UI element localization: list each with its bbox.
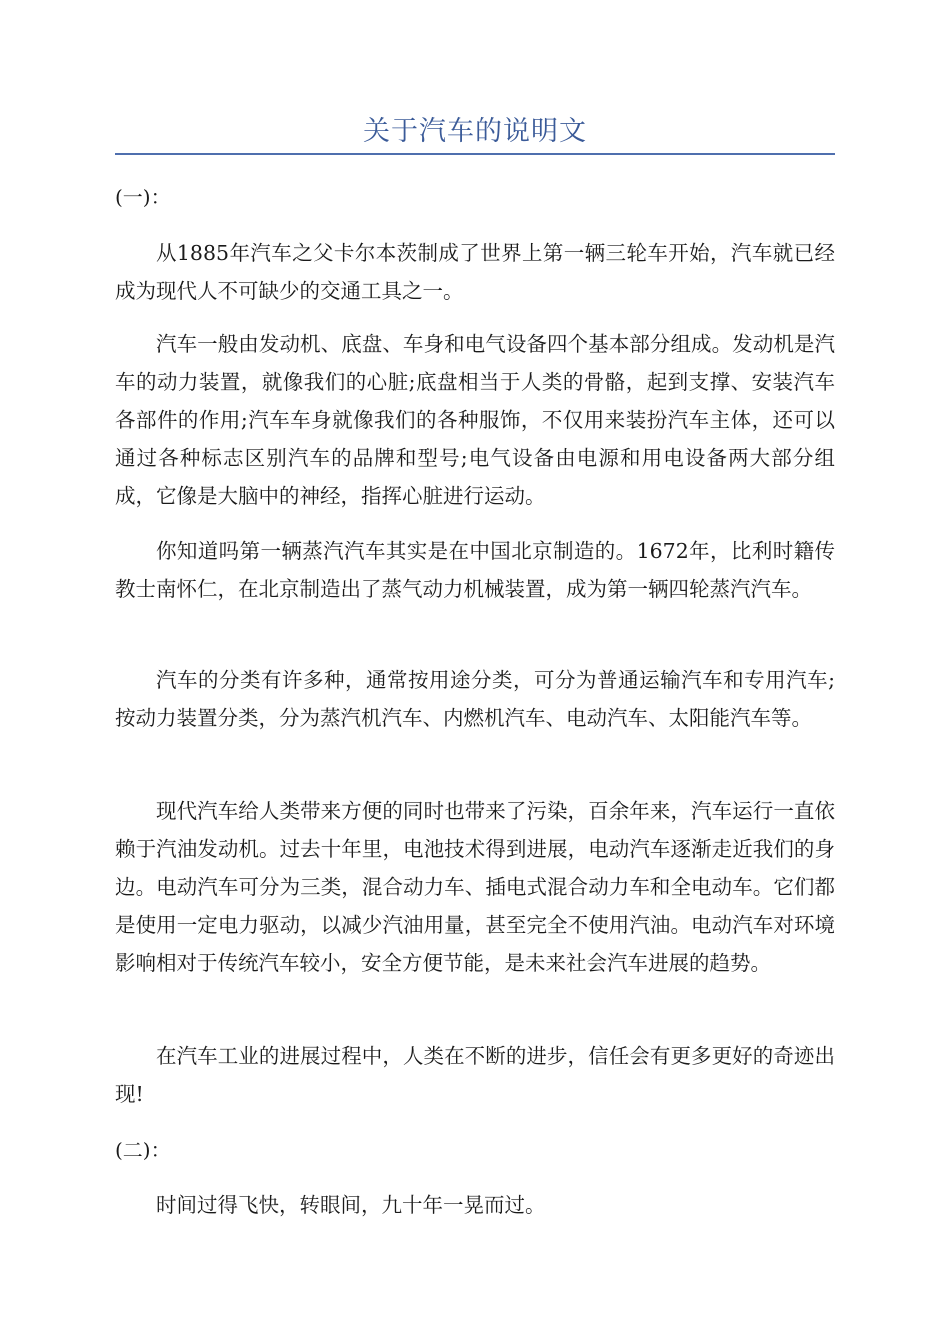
paragraph: 现代汽车给人类带来方便的同时也带来了污染，百余年来，汽车运行一直依赖于汽油发动机。过去十年里，电池技术得到进展，电动汽车逐渐走近我们的身边。电动汽车可分为三类，混合动力车、插电式混合动力车和全电动车。它们都是使用一定电力驱动，以减少汽油用量，甚至完全不使用汽油。电动汽车对环境影响相对于传统汽车较小，安全方便节能，是未来社会汽车进展的趋势。 (115, 799, 835, 975)
paragraph: 汽车一般由发动机、底盘、车身和电气设备四个基本部分组成。发动机是汽车的动力装置，就像我们的心脏;底盘相当于人类的骨骼，起到支撑、安装汽车各部件的作用;汽车车身就像我们的各种服饰，不仅用来装扮汽车主体，还可以通过各种标志区别汽车的品牌和型号;电气设备由电源和用电设备两大部分组成，它像是大脑中的神经，指挥心脏进行运动。 (115, 332, 835, 508)
document-title: 关于汽车的说明文 (363, 116, 587, 147)
title-underline (115, 153, 835, 155)
paragraph: 你知道吗第一辆蒸汽汽车其实是在中国北京制造的。1672年，比利时籍传教士南怀仁，在北京制造出了蒸气动力机械装置，成为第一辆四轮蒸汽汽车。 (115, 539, 835, 601)
paragraph: 时间过得飞快，转眼间，九十年一晃而过。 (156, 1193, 546, 1217)
paragraph: 汽车的分类有许多种，通常按用途分类，可分为普通运输汽车和专用汽车;按动力装置分类，分为蒸汽机汽车、内燃机汽车、电动汽车、太阳能汽车等。 (115, 668, 835, 730)
section-2-heading: (二)： (115, 1138, 171, 1162)
paragraph: 从1885年汽车之父卡尔本茨制成了世界上第一辆三轮车开始，汽车就已经成为现代人不可缺少的交通工具之一。 (115, 241, 835, 303)
section-1-heading: (一)： (115, 185, 171, 209)
paragraph: 在汽车工业的进展过程中，人类在不断的进步，信任会有更多更好的奇迹出现! (115, 1044, 835, 1106)
